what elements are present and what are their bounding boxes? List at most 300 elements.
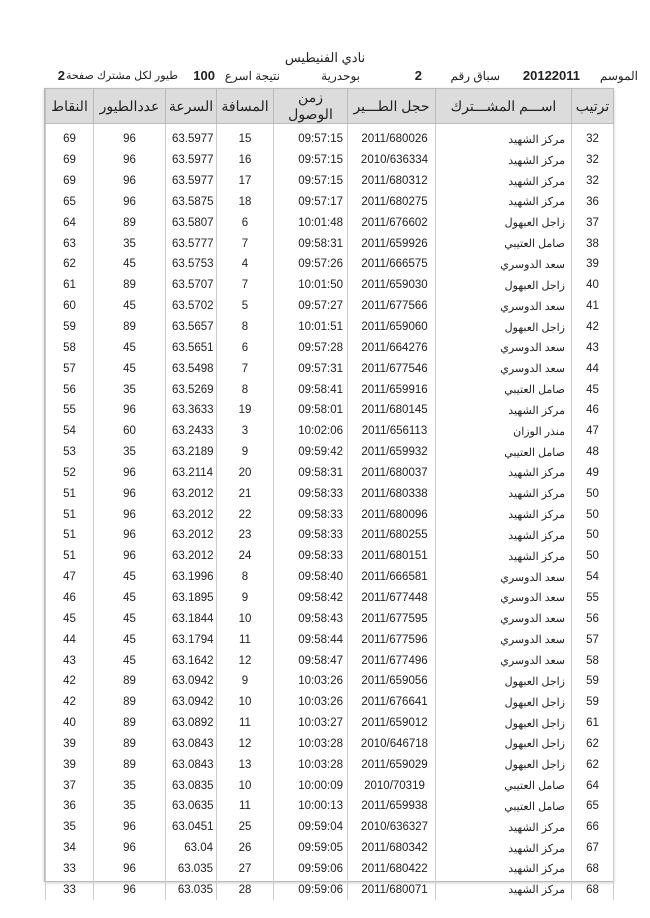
bird-count-cell: 89: [94, 275, 166, 296]
table-row: [46, 254, 614, 275]
member-name-cell: زاجل العبهول: [436, 754, 572, 775]
header-rank: ترتيب: [572, 89, 614, 124]
table-row: [46, 692, 614, 713]
table-row: [46, 650, 614, 671]
bird-count-cell: 89: [94, 754, 166, 775]
member-name-cell: سعد الدوسري: [436, 337, 572, 358]
rank-cell: 45: [572, 379, 614, 400]
speed-cell: 63.1642: [166, 650, 217, 671]
results-body: [46, 124, 614, 901]
bird-count-cell: 35: [94, 379, 166, 400]
race-label: سباق رقم: [450, 69, 500, 83]
rank-cell: 49: [572, 463, 614, 484]
points-cell: 46: [46, 588, 94, 609]
member-name-cell: مركز الشهيد: [436, 150, 572, 171]
speed-cell: 63.5707: [166, 275, 217, 296]
member-name-cell: صامل العتيبي: [436, 796, 572, 817]
bird-count-cell: 45: [94, 337, 166, 358]
ring-cell: 2011/680037: [348, 463, 436, 484]
arrival-time-cell: 09:58:33: [274, 525, 348, 546]
speed-cell: 63.2433: [166, 421, 217, 442]
member-name-cell: سعد الدوسري: [436, 358, 572, 379]
table-row: [46, 733, 614, 754]
rank-cell: 54: [572, 567, 614, 588]
speed-cell: 63.2012: [166, 525, 217, 546]
distance-cell: 13: [217, 754, 274, 775]
distance-cell: 17: [217, 171, 274, 192]
arrival-time-cell: 09:58:33: [274, 546, 348, 567]
member-name-cell: مركز الشهيد: [436, 129, 572, 150]
ring-cell: 2011/677496: [348, 650, 436, 671]
speed-cell: 63.0843: [166, 733, 217, 754]
per-member-label: طيور لكل مشترك صفحة: [65, 70, 178, 82]
distance-cell: 6: [217, 212, 274, 233]
arrival-time-cell: 09:58:01: [274, 400, 348, 421]
member-name-cell: سعد الدوسري: [436, 629, 572, 650]
member-name-cell: زاجل العبهول: [436, 671, 572, 692]
bird-count-cell: 45: [94, 358, 166, 379]
ring-cell: 2011/659029: [348, 754, 436, 775]
ring-cell: 2011/659056: [348, 671, 436, 692]
member-name-cell: مركز الشهيد: [436, 879, 572, 900]
member-name-cell: مركز الشهيد: [436, 546, 572, 567]
header-arrival-time: زمن الوصول: [274, 89, 348, 124]
rank-cell: 43: [572, 337, 614, 358]
speed-cell: 63.5777: [166, 233, 217, 254]
arrival-time-cell: 09:59:06: [274, 879, 348, 900]
ring-cell: 2011/677595: [348, 608, 436, 629]
arrival-time-cell: 09:58:31: [274, 233, 348, 254]
member-name-cell: مركز الشهيد: [436, 525, 572, 546]
distance-cell: 4: [217, 254, 274, 275]
table-row: [46, 275, 614, 296]
points-cell: 47: [46, 567, 94, 588]
speed-cell: 63.2012: [166, 483, 217, 504]
distance-cell: 7: [217, 233, 274, 254]
arrival-time-cell: 09:58:47: [274, 650, 348, 671]
rank-cell: 32: [572, 171, 614, 192]
speed-cell: 63.04: [166, 838, 217, 859]
points-cell: 62: [46, 254, 94, 275]
ring-cell: 2011/664276: [348, 337, 436, 358]
points-cell: 64: [46, 212, 94, 233]
speed-cell: 63.035: [166, 859, 217, 880]
arrival-time-cell: 10:00:09: [274, 775, 348, 796]
bird-count-cell: 96: [94, 171, 166, 192]
rank-cell: 50: [572, 483, 614, 504]
table-row: [46, 358, 614, 379]
rank-cell: 50: [572, 525, 614, 546]
distance-cell: 9: [217, 671, 274, 692]
table-row: [46, 796, 614, 817]
speed-cell: 63.1996: [166, 567, 217, 588]
ring-cell: 2011/680255: [348, 525, 436, 546]
table-row: [46, 504, 614, 525]
points-cell: 35: [46, 817, 94, 838]
distance-cell: 24: [217, 546, 274, 567]
points-cell: 51: [46, 546, 94, 567]
rank-cell: 61: [572, 713, 614, 734]
ring-cell: 2011/659916: [348, 379, 436, 400]
rank-cell: 48: [572, 442, 614, 463]
arrival-time-cell: 09:57:15: [274, 171, 348, 192]
speed-cell: 63.1844: [166, 608, 217, 629]
arrival-time-cell: 10:00:13: [274, 796, 348, 817]
ring-cell: 2011/659938: [348, 796, 436, 817]
rank-cell: 68: [572, 859, 614, 880]
rank-cell: 37: [572, 212, 614, 233]
ring-cell: 2011/680026: [348, 129, 436, 150]
speed-cell: 63.0892: [166, 713, 217, 734]
table-row: [46, 463, 614, 484]
points-cell: 69: [46, 129, 94, 150]
ring-cell: 2011/666575: [348, 254, 436, 275]
points-cell: 69: [46, 150, 94, 171]
arrival-time-cell: 10:02:06: [274, 421, 348, 442]
points-cell: 42: [46, 692, 94, 713]
speed-cell: 63.1895: [166, 588, 217, 609]
member-name-cell: زاجل العبهول: [436, 212, 572, 233]
season-label: الموسم: [599, 69, 638, 83]
rank-cell: 32: [572, 129, 614, 150]
ring-cell: 2011/677566: [348, 296, 436, 317]
member-name-cell: سعد الدوسري: [436, 254, 572, 275]
arrival-time-cell: 10:03:26: [274, 671, 348, 692]
ring-cell: 2011/680422: [348, 859, 436, 880]
member-name-cell: منذر الوزان: [436, 421, 572, 442]
rank-cell: 32: [572, 150, 614, 171]
member-name-cell: مركز الشهيد: [436, 463, 572, 484]
distance-cell: 11: [217, 713, 274, 734]
member-name-cell: سعد الدوسري: [436, 650, 572, 671]
bird-count-cell: 89: [94, 692, 166, 713]
speed-cell: 63.2114: [166, 463, 217, 484]
member-name-cell: مركز الشهيد: [436, 192, 572, 213]
member-name-cell: صامل العتيبي: [436, 233, 572, 254]
distance-cell: 11: [217, 629, 274, 650]
member-name-cell: مركز الشهيد: [436, 483, 572, 504]
page-value: 2: [57, 68, 65, 83]
table-row: [46, 233, 614, 254]
speed-cell: 63.035: [166, 879, 217, 900]
table-row: [46, 608, 614, 629]
header-speed: السرعة: [166, 89, 217, 124]
arrival-time-cell: 09:59:05: [274, 838, 348, 859]
speed-cell: 63.5651: [166, 337, 217, 358]
table-row: [46, 629, 614, 650]
bird-count-cell: 96: [94, 463, 166, 484]
bird-count-cell: 45: [94, 650, 166, 671]
fastest-label: نتيجة اسرع: [224, 69, 280, 83]
points-cell: 52: [46, 463, 94, 484]
points-cell: 40: [46, 713, 94, 734]
distance-cell: 15: [217, 129, 274, 150]
bird-count-cell: 96: [94, 483, 166, 504]
speed-cell: 63.5875: [166, 192, 217, 213]
speed-cell: 63.0835: [166, 775, 217, 796]
arrival-time-cell: 09:59:42: [274, 442, 348, 463]
results-table-container: [44, 88, 614, 897]
table-row: [46, 775, 614, 796]
distance-cell: 12: [217, 650, 274, 671]
arrival-time-cell: 10:03:26: [274, 692, 348, 713]
rank-cell: 65: [572, 796, 614, 817]
speed-cell: 63.0942: [166, 692, 217, 713]
bird-count-cell: 89: [94, 317, 166, 338]
arrival-time-cell: 10:03:28: [274, 754, 348, 775]
rank-cell: 67: [572, 838, 614, 859]
points-cell: 51: [46, 483, 94, 504]
table-row: [46, 379, 614, 400]
arrival-time-cell: 10:01:50: [274, 275, 348, 296]
speed-cell: 63.2012: [166, 546, 217, 567]
ring-cell: 2010/70319: [348, 775, 436, 796]
arrival-time-cell: 09:57:27: [274, 296, 348, 317]
ring-cell: 2011/659060: [348, 317, 436, 338]
rank-cell: 56: [572, 608, 614, 629]
points-cell: 61: [46, 275, 94, 296]
header-distance: المسافة: [217, 89, 274, 124]
header-row: [46, 89, 614, 124]
member-name-cell: مركز الشهيد: [436, 171, 572, 192]
member-name-cell: زاجل العبهول: [436, 713, 572, 734]
distance-cell: 10: [217, 775, 274, 796]
rank-cell: 42: [572, 317, 614, 338]
table-row: [46, 754, 614, 775]
bird-count-cell: 89: [94, 713, 166, 734]
fastest-value: 100: [193, 68, 215, 83]
speed-cell: 63.5807: [166, 212, 217, 233]
arrival-time-cell: 09:57:15: [274, 129, 348, 150]
bird-count-cell: 96: [94, 150, 166, 171]
arrival-time-cell: 09:57:31: [274, 358, 348, 379]
header-bird-count: عددالطيور: [94, 89, 166, 124]
bird-count-cell: 96: [94, 400, 166, 421]
rank-cell: 62: [572, 754, 614, 775]
bird-count-cell: 89: [94, 671, 166, 692]
table-row: [46, 567, 614, 588]
ring-cell: 2011/680145: [348, 400, 436, 421]
arrival-time-cell: 09:58:31: [274, 463, 348, 484]
distance-cell: 5: [217, 296, 274, 317]
distance-cell: 6: [217, 337, 274, 358]
arrival-time-cell: 09:58:33: [274, 483, 348, 504]
member-name-cell: صامل العتيبي: [436, 379, 572, 400]
member-name-cell: زاجل العبهول: [436, 692, 572, 713]
arrival-time-cell: 10:03:27: [274, 713, 348, 734]
rank-cell: 66: [572, 817, 614, 838]
member-name-cell: سعد الدوسري: [436, 608, 572, 629]
points-cell: 33: [46, 859, 94, 880]
rank-cell: 57: [572, 629, 614, 650]
table-row: [46, 337, 614, 358]
table-row: [46, 212, 614, 233]
points-cell: 44: [46, 629, 94, 650]
rank-cell: 38: [572, 233, 614, 254]
bird-count-cell: 35: [94, 442, 166, 463]
points-cell: 54: [46, 421, 94, 442]
table-row: [46, 879, 614, 900]
bird-count-cell: 96: [94, 859, 166, 880]
rank-cell: 41: [572, 296, 614, 317]
bird-count-cell: 45: [94, 608, 166, 629]
ring-cell: 2011/680342: [348, 838, 436, 859]
bird-count-cell: 96: [94, 817, 166, 838]
distance-cell: 11: [217, 796, 274, 817]
bird-count-cell: 45: [94, 588, 166, 609]
distance-cell: 7: [217, 275, 274, 296]
arrival-time-cell: 09:58:40: [274, 567, 348, 588]
distance-cell: 12: [217, 733, 274, 754]
table-row: [46, 838, 614, 859]
points-cell: 55: [46, 400, 94, 421]
points-cell: 51: [46, 504, 94, 525]
distance-cell: 25: [217, 817, 274, 838]
member-name-cell: سعد الدوسري: [436, 567, 572, 588]
member-name-cell: سعد الدوسري: [436, 588, 572, 609]
bird-count-cell: 89: [94, 212, 166, 233]
ring-cell: 2011/680151: [348, 546, 436, 567]
ring-cell: 2011/676602: [348, 212, 436, 233]
speed-cell: 63.5702: [166, 296, 217, 317]
rank-cell: 50: [572, 504, 614, 525]
bird-count-cell: 35: [94, 775, 166, 796]
ring-cell: 2011/659926: [348, 233, 436, 254]
distance-cell: 8: [217, 317, 274, 338]
ring-cell: 2010/636327: [348, 817, 436, 838]
distance-cell: 9: [217, 588, 274, 609]
points-cell: 60: [46, 296, 94, 317]
speed-cell: 63.0843: [166, 754, 217, 775]
rank-cell: 36: [572, 192, 614, 213]
rank-cell: 58: [572, 650, 614, 671]
bird-count-cell: 35: [94, 233, 166, 254]
speed-cell: 63.5977: [166, 150, 217, 171]
table-row: [46, 546, 614, 567]
speed-cell: 63.2012: [166, 504, 217, 525]
distance-cell: 28: [217, 879, 274, 900]
arrival-time-cell: 10:01:48: [274, 212, 348, 233]
speed-cell: 63.0451: [166, 817, 217, 838]
table-row: [46, 442, 614, 463]
table-row: [46, 296, 614, 317]
distance-cell: 10: [217, 608, 274, 629]
bird-count-cell: 96: [94, 504, 166, 525]
header-ring: حجل الطـــير: [348, 89, 436, 124]
arrival-time-cell: 09:58:43: [274, 608, 348, 629]
arrival-time-cell: 09:57:15: [274, 150, 348, 171]
distance-cell: 18: [217, 192, 274, 213]
distance-cell: 22: [217, 504, 274, 525]
bird-count-cell: 96: [94, 525, 166, 546]
distance-cell: 27: [217, 859, 274, 880]
ring-cell: 2011/677546: [348, 358, 436, 379]
speed-cell: 63.5498: [166, 358, 217, 379]
bird-count-cell: 96: [94, 879, 166, 900]
points-cell: 69: [46, 171, 94, 192]
arrival-time-cell: 09:59:06: [274, 859, 348, 880]
rank-cell: 39: [572, 254, 614, 275]
table-row: [46, 588, 614, 609]
points-cell: 34: [46, 838, 94, 859]
points-cell: 58: [46, 337, 94, 358]
table-row: [46, 150, 614, 171]
points-cell: 51: [46, 525, 94, 546]
location: بوحدرية: [321, 69, 360, 83]
member-name-cell: مركز الشهيد: [436, 504, 572, 525]
rank-cell: 44: [572, 358, 614, 379]
table-row: [46, 129, 614, 150]
distance-cell: 19: [217, 400, 274, 421]
speed-cell: 63.0635: [166, 796, 217, 817]
speed-cell: 63.5977: [166, 129, 217, 150]
bird-count-cell: 89: [94, 733, 166, 754]
ring-cell: 2010/646718: [348, 733, 436, 754]
points-cell: 39: [46, 733, 94, 754]
header-points: النقاط: [46, 89, 94, 124]
bird-count-cell: 96: [94, 129, 166, 150]
speed-cell: 63.1794: [166, 629, 217, 650]
bird-count-cell: 96: [94, 546, 166, 567]
arrival-time-cell: 09:57:28: [274, 337, 348, 358]
ring-cell: 2011/677448: [348, 588, 436, 609]
points-cell: 39: [46, 754, 94, 775]
rank-cell: 59: [572, 692, 614, 713]
distance-cell: 8: [217, 567, 274, 588]
bird-count-cell: 96: [94, 192, 166, 213]
points-cell: 57: [46, 358, 94, 379]
arrival-time-cell: 09:58:33: [274, 504, 348, 525]
table-row: [46, 817, 614, 838]
distance-cell: 10: [217, 692, 274, 713]
points-cell: 65: [46, 192, 94, 213]
header-member-name: اســـم المشـــترك: [436, 89, 572, 124]
speed-cell: 63.2189: [166, 442, 217, 463]
rank-cell: 50: [572, 546, 614, 567]
rank-cell: 55: [572, 588, 614, 609]
speed-cell: 63.5269: [166, 379, 217, 400]
distance-cell: 21: [217, 483, 274, 504]
member-name-cell: مركز الشهيد: [436, 400, 572, 421]
table-row: [46, 671, 614, 692]
points-cell: 59: [46, 317, 94, 338]
ring-cell: 2011/680071: [348, 879, 436, 900]
bird-count-cell: 35: [94, 796, 166, 817]
points-cell: 56: [46, 379, 94, 400]
member-name-cell: زاجل العبهول: [436, 733, 572, 754]
table-row: [46, 317, 614, 338]
points-cell: 45: [46, 608, 94, 629]
table-row: [46, 483, 614, 504]
table-row: [46, 525, 614, 546]
distance-cell: 20: [217, 463, 274, 484]
ring-cell: 2011/659012: [348, 713, 436, 734]
member-name-cell: زاجل العبهول: [436, 275, 572, 296]
results-table: [45, 88, 614, 900]
rank-cell: 64: [572, 775, 614, 796]
points-cell: 33: [46, 879, 94, 900]
speed-cell: 63.5977: [166, 171, 217, 192]
member-name-cell: سعد الدوسري: [436, 296, 572, 317]
ring-cell: 2011/659030: [348, 275, 436, 296]
arrival-time-cell: 10:03:28: [274, 733, 348, 754]
member-name-cell: صامل العتيبي: [436, 775, 572, 796]
table-row: [46, 859, 614, 880]
ring-cell: 2011/656113: [348, 421, 436, 442]
speed-cell: 63.3633: [166, 400, 217, 421]
distance-cell: 26: [217, 838, 274, 859]
ring-cell: 2011/680096: [348, 504, 436, 525]
